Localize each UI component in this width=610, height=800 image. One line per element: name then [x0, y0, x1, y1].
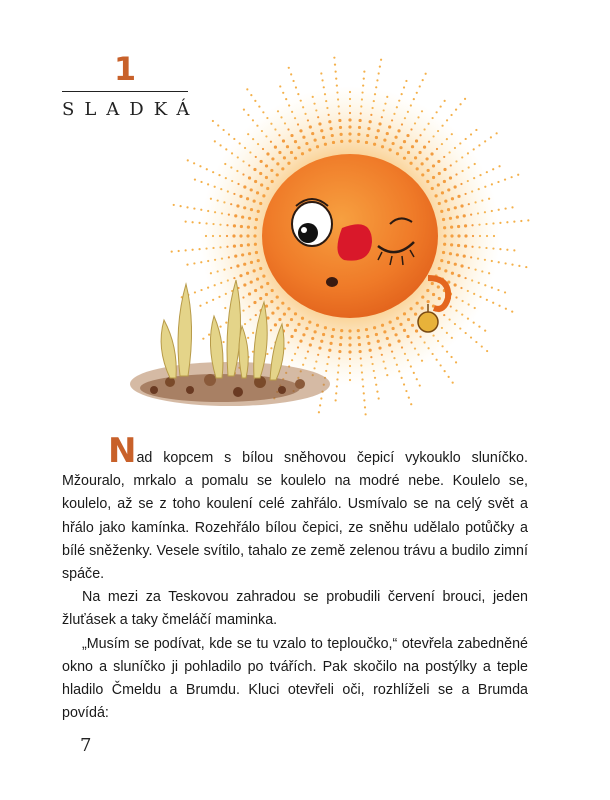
sun-mouth	[326, 277, 338, 287]
ray-dot	[335, 392, 337, 394]
paragraph-1	[62, 431, 528, 586]
ray-dot	[376, 79, 378, 81]
ray-dot	[173, 204, 175, 206]
ray-dot	[486, 350, 488, 352]
ray-dot	[405, 80, 407, 82]
ray-dot	[498, 261, 500, 263]
ray-dot	[333, 57, 335, 59]
ray-dot	[440, 364, 442, 366]
ray-dot	[223, 341, 225, 343]
ray-dot	[401, 377, 403, 379]
ray-dot	[440, 105, 442, 107]
ray-dot	[484, 140, 486, 142]
ray-dot	[192, 221, 194, 223]
ray-dot	[363, 392, 365, 394]
ray-dot	[199, 305, 201, 307]
ray-dot	[207, 287, 209, 289]
ray-dot	[505, 308, 507, 310]
ray-dot	[250, 94, 252, 96]
ray-dot	[499, 248, 501, 250]
ray-dot	[491, 183, 493, 185]
ray-dot	[484, 330, 486, 332]
story-text	[62, 431, 528, 725]
ray-dot	[198, 222, 200, 224]
sun-tongue	[337, 224, 372, 260]
ray-dot	[198, 248, 200, 250]
ray-dot	[511, 206, 513, 208]
ray-dot	[506, 221, 508, 223]
ray-dot	[199, 165, 201, 167]
ray-dot	[459, 103, 461, 105]
ray-dot	[186, 206, 188, 208]
ray-dot	[193, 262, 195, 264]
ray-dot	[504, 262, 506, 264]
ray-dot	[336, 84, 338, 86]
ray-dot	[499, 222, 501, 224]
ray-dot	[362, 84, 364, 86]
ray-dot	[496, 132, 498, 134]
ray-dot	[193, 207, 195, 209]
ray-dot	[478, 326, 480, 328]
ray-dot	[403, 383, 405, 385]
ray-dot	[498, 165, 500, 167]
ray-dot	[282, 92, 284, 94]
ray-dot	[504, 178, 506, 180]
ray-dot	[492, 168, 494, 170]
ray-dot	[380, 59, 382, 61]
ray-dot	[363, 399, 365, 401]
ray-dot	[475, 129, 477, 131]
ray-dot	[320, 72, 322, 74]
ray-dot	[185, 249, 187, 251]
ray-dot	[416, 378, 418, 380]
ray-dot	[401, 93, 403, 95]
ray-dot	[490, 136, 492, 138]
ray-dot	[498, 305, 500, 307]
ray-dot	[448, 376, 450, 378]
ray-dot	[520, 220, 522, 222]
chapter-number: 1	[113, 50, 137, 88]
ray-dot	[513, 249, 515, 251]
ray-dot	[403, 86, 405, 88]
ray-dot	[379, 66, 381, 68]
chapter-title: SLADKÁ	[62, 99, 200, 120]
page-number: 7	[80, 735, 92, 756]
ray-dot	[363, 71, 365, 73]
ray-dot	[378, 72, 380, 74]
ray-dot	[290, 73, 292, 75]
ray-dot	[518, 265, 520, 267]
ray-dot	[375, 384, 377, 386]
ray-dot	[200, 289, 202, 291]
ray-dot	[206, 168, 208, 170]
ray-dot	[444, 100, 446, 102]
ray-dot	[498, 209, 500, 211]
ray-dot	[295, 86, 297, 88]
ray-dot	[362, 385, 364, 387]
ray-dot	[208, 334, 210, 336]
ray-dot	[527, 219, 529, 221]
ray-dot	[202, 338, 204, 340]
ray-dot	[452, 382, 454, 384]
ray-dot	[214, 140, 216, 142]
ray-dot	[497, 289, 499, 291]
ray-dot	[207, 183, 209, 185]
ray-dot	[279, 85, 281, 87]
ray-dot	[470, 133, 472, 135]
ray-dot	[365, 413, 367, 415]
ray-dot	[247, 114, 249, 116]
drop-cap: N	[108, 431, 137, 471]
ray-dot	[470, 336, 472, 338]
ray-dot	[200, 209, 202, 211]
ray-dot	[335, 78, 337, 80]
ray-dot	[335, 399, 337, 401]
ray-dot	[444, 370, 446, 372]
ray-dot	[375, 86, 377, 88]
ray-dot	[410, 403, 412, 405]
ray-dot	[511, 311, 513, 313]
ray-dot	[416, 92, 418, 94]
ray-dot	[364, 406, 366, 408]
ray-dot	[491, 287, 493, 289]
ray-dot	[425, 73, 427, 75]
ray-dot	[321, 79, 323, 81]
ray-dot	[212, 120, 214, 122]
ray-dot	[478, 144, 480, 146]
ray-dot	[336, 385, 338, 387]
ray-dot	[228, 133, 230, 135]
ray-dot	[376, 390, 378, 392]
ray-dot	[217, 124, 219, 126]
ray-dot	[171, 251, 173, 253]
paragraph-1-text: ad kopcem s bílou sněhovou čepicí vykouklo sluníčko. Mžouralo, mrkalo a pomalu se koulelo na modré nebe. Koulelo se, koulelo, až se z toho koulení celé zahřálo. Usmívalo se na celý svět a hřálo jako kamínka. Rozehřálo bílou čepici, ze sněhu udělalo potůčky a bílé sněženky. Vesele svítilo, tahalo ze země zelenou trávu a budilo zimní spáče.	[62, 450, 528, 583]
ray-dot	[292, 80, 294, 82]
ray-dot	[297, 93, 299, 95]
ray-dot	[408, 397, 410, 399]
ray-dot	[419, 85, 421, 87]
ray-dot	[194, 178, 196, 180]
ray-dot	[492, 302, 494, 304]
ray-dot	[422, 79, 424, 81]
ray-dot	[475, 341, 477, 343]
ray-dot	[525, 266, 527, 268]
ray-dot	[517, 174, 519, 176]
ray-dot	[206, 302, 208, 304]
ray-dot	[497, 181, 499, 183]
ray-dot	[200, 261, 202, 263]
ray-dot	[186, 264, 188, 266]
ray-dot	[455, 109, 457, 111]
ray-dot	[243, 109, 245, 111]
ray-dot	[254, 100, 256, 102]
ray-dot	[334, 64, 336, 66]
ray-dot	[513, 221, 515, 223]
ray-dot	[378, 397, 380, 399]
ray-dot	[178, 250, 180, 252]
ray-dot	[192, 249, 194, 251]
ray-dot	[504, 207, 506, 209]
ray-dot	[335, 71, 337, 73]
ray-dot	[405, 390, 407, 392]
ray-dot	[187, 159, 189, 161]
ray-dot	[511, 176, 513, 178]
ray-dot	[246, 88, 248, 90]
ray-dot	[219, 144, 221, 146]
ray-dot	[450, 114, 452, 116]
paragraph-2: Na mezi za Teskovou zahradou se probudili červení brouci, jeden žluťásek a taky čmeláčí maminka.	[62, 589, 528, 629]
ray-dot	[193, 162, 195, 164]
ray-dot	[318, 411, 320, 413]
ray-dot	[319, 404, 321, 406]
ray-dot	[185, 221, 187, 223]
ray-dot	[464, 98, 466, 100]
ray-dot	[504, 291, 506, 293]
ray-dot	[455, 361, 457, 363]
ray-dot	[419, 384, 421, 386]
ray-dot	[180, 205, 182, 207]
ray-dot	[363, 78, 365, 80]
ray-dot	[200, 181, 202, 183]
ray-dot	[194, 291, 196, 293]
ray-dot	[288, 67, 290, 69]
ray-dot	[223, 129, 225, 131]
ray-dot	[511, 264, 513, 266]
ray-dot	[481, 345, 483, 347]
paragraph-3: „Musím se podívat, kde se tu vzalo to teploučko,“ otevřela zabedněné okno a sluníčko ji pohladilo po tvářích. Pak skočilo na postýlky a teple hladilo Čmeldu a Brumdu. Kluci otevřeli oči, rozhlíželi se a Brumda povídá:	[62, 635, 528, 722]
smiling-sun-with-snowdrops-icon	[110, 56, 560, 426]
ray-dot	[323, 86, 325, 88]
ray-dot	[506, 249, 508, 251]
ray-dot	[450, 356, 452, 358]
ray-dot	[258, 105, 260, 107]
ray-dot	[219, 326, 221, 328]
ray-dot	[320, 397, 322, 399]
